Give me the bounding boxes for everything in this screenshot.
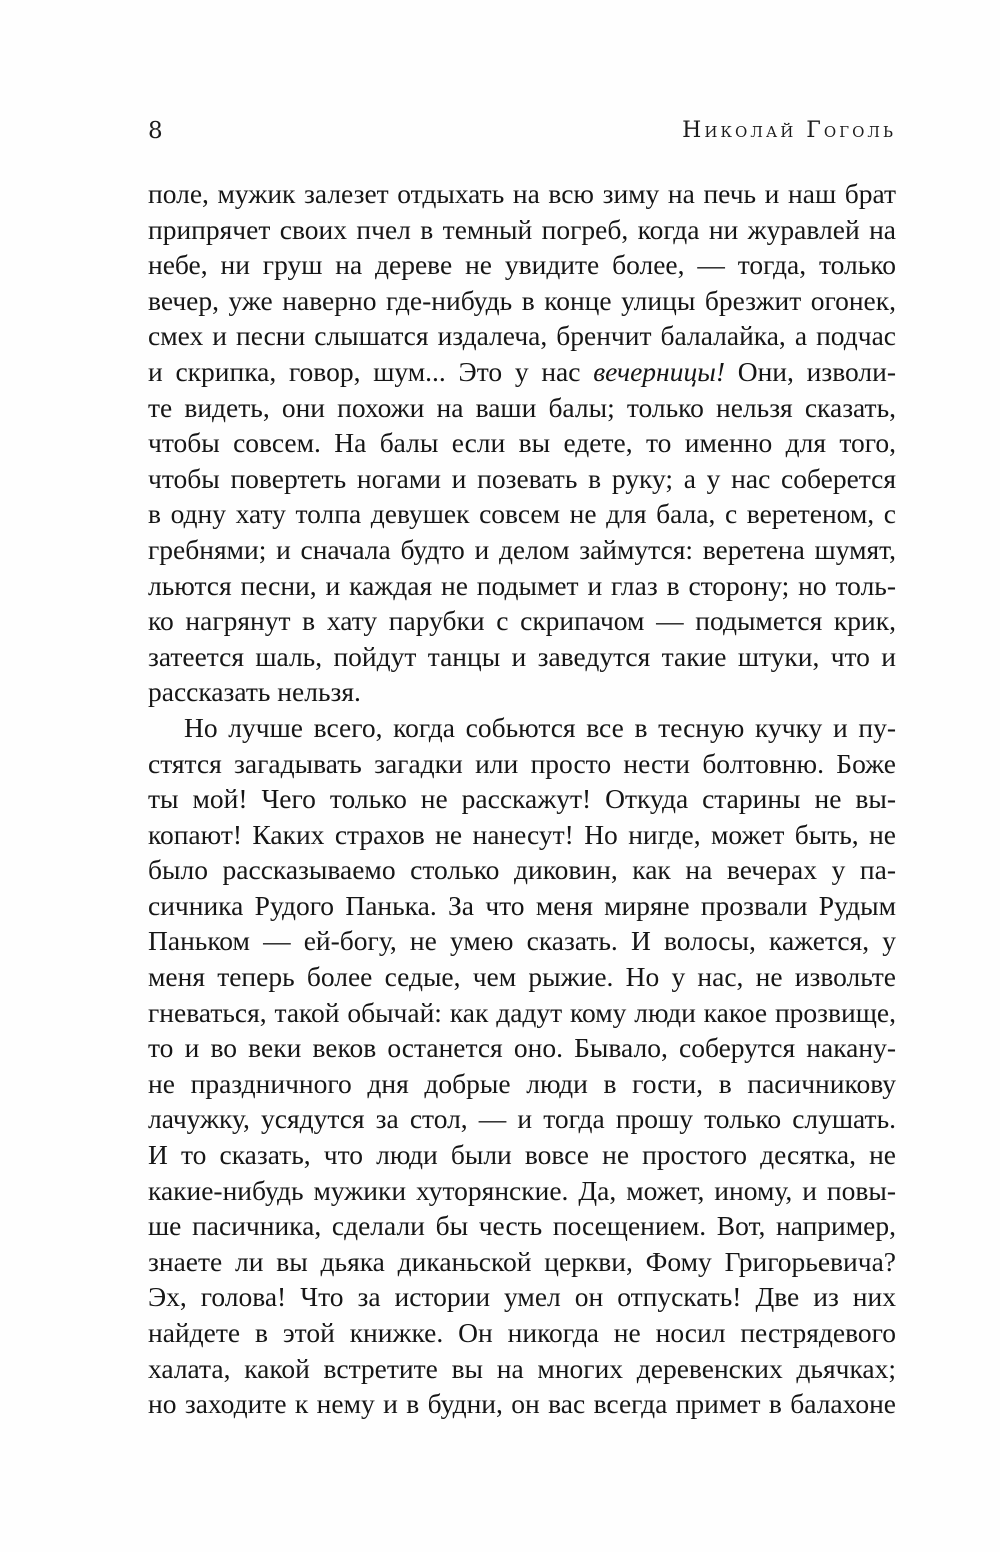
text-line: сичника Рудого Панька. За что меня миряне прозвали Рудым — [148, 889, 896, 921]
text-segment: Они, изволи- — [724, 355, 896, 387]
text-line: какие-нибудь мужики хуторянские. Да, может, иному, и повы- — [148, 1174, 896, 1206]
italic-term: вечерницы! — [593, 355, 725, 387]
text-line: И то сказать, что люди были вовсе не простого десятка, не — [148, 1139, 896, 1171]
running-head — [148, 118, 896, 152]
text-line: ше пасичника, сделали бы честь посещением. Вот, например, — [148, 1210, 896, 1242]
text-line: халата, какой встретите вы на многих деревенских дьячках; — [148, 1352, 896, 1384]
running-head-title: Николай Гоголь — [682, 118, 896, 143]
text-line: лачужку, усядутся за стол, — и тогда прошу только слушать. — [148, 1103, 896, 1135]
text-line: поле, мужик залезет отдыхать на всю зиму на печь и наш брат — [148, 178, 896, 209]
text-line: Паньком — ей-богу, не умею сказать. И волосы, кажется, у — [148, 925, 896, 957]
text-line: но заходите к нему и в будни, он вас всегда примет в балахоне — [148, 1388, 896, 1420]
text-line: рассказать нельзя. — [148, 676, 361, 708]
text-line: чтобы повертеть ногами и позевать в руку; а у нас соберется — [148, 462, 896, 494]
text-segment: и скрипка, говор, шум... Это у нас — [148, 355, 594, 387]
text-line: копают! Каких страхов не нанесут! Но нигде, может быть, не — [148, 818, 896, 850]
text-line: Но лучше всего, когда собьются все в тесную кучку и пу- — [184, 711, 896, 743]
text-line: стятся загадывать загадки или просто нести болтовню. Боже — [148, 747, 896, 779]
text-line: гребнями; и сначала будто и делом займутся: веретена шумят, — [148, 533, 896, 565]
text-line: ты мой! Чего только не расскажут! Откуда старины не вы- — [148, 783, 896, 815]
text-line: чтобы совсем. На балы если вы едете, то именно для того, — [148, 427, 896, 459]
text-line: вечер, уже наверно где-нибудь в конце улицы брезжит огонек, — [148, 284, 896, 316]
text-line: льются песни, и каждая не подымет и глаз в сторону; но толь- — [148, 569, 896, 601]
body-text — [148, 176, 896, 1422]
text-line: меня теперь более седые, чем рыжие. Но у нас, не извольте — [148, 961, 896, 993]
text-line: то и во веки веков останется оно. Бывало, соберутся накану- — [148, 1032, 896, 1064]
text-line: гневаться, такой обычай: как дадут кому люди какое прозвище, — [148, 996, 896, 1028]
text-line: небе, ни груш на дереве не увидите более, — тогда, только — [148, 249, 896, 281]
text-line: было рассказываемо столько диковин, как на вечерах у па- — [148, 854, 896, 886]
text-line — [148, 354, 896, 390]
text-line: знаете ли вы дьяка диканьской церкви, Фому Григорьевича? — [148, 1245, 896, 1277]
page-number: 8 — [148, 118, 163, 144]
text-line: Эх, голова! Что за истории умел он отпускать! Две из них — [148, 1281, 896, 1313]
text-line: затеется шаль, пойдут танцы и заведутся такие штуки, что и — [148, 640, 896, 672]
text-line: найдете в этой книжке. Он никогда не носил пестрядевого — [148, 1317, 896, 1348]
text-line: те видеть, они похожи на ваши балы; только нельзя сказать, — [148, 391, 896, 423]
text-line: в одну хату толпа девушек совсем не для бала, с веретеном, с — [148, 498, 896, 530]
text-line: не праздничного дня добрые люди в гости, в пасичникову — [148, 1067, 896, 1099]
text-line: припрячет своих пчел в темный погреб, когда ни журавлей на — [148, 213, 896, 245]
text-line: ко нагрянут в хату парубки с скрипачом — подымется крик, — [148, 605, 896, 637]
text-line: смех и песни слышатся издалеча, бренчит балалайка, а подчас — [148, 320, 896, 352]
